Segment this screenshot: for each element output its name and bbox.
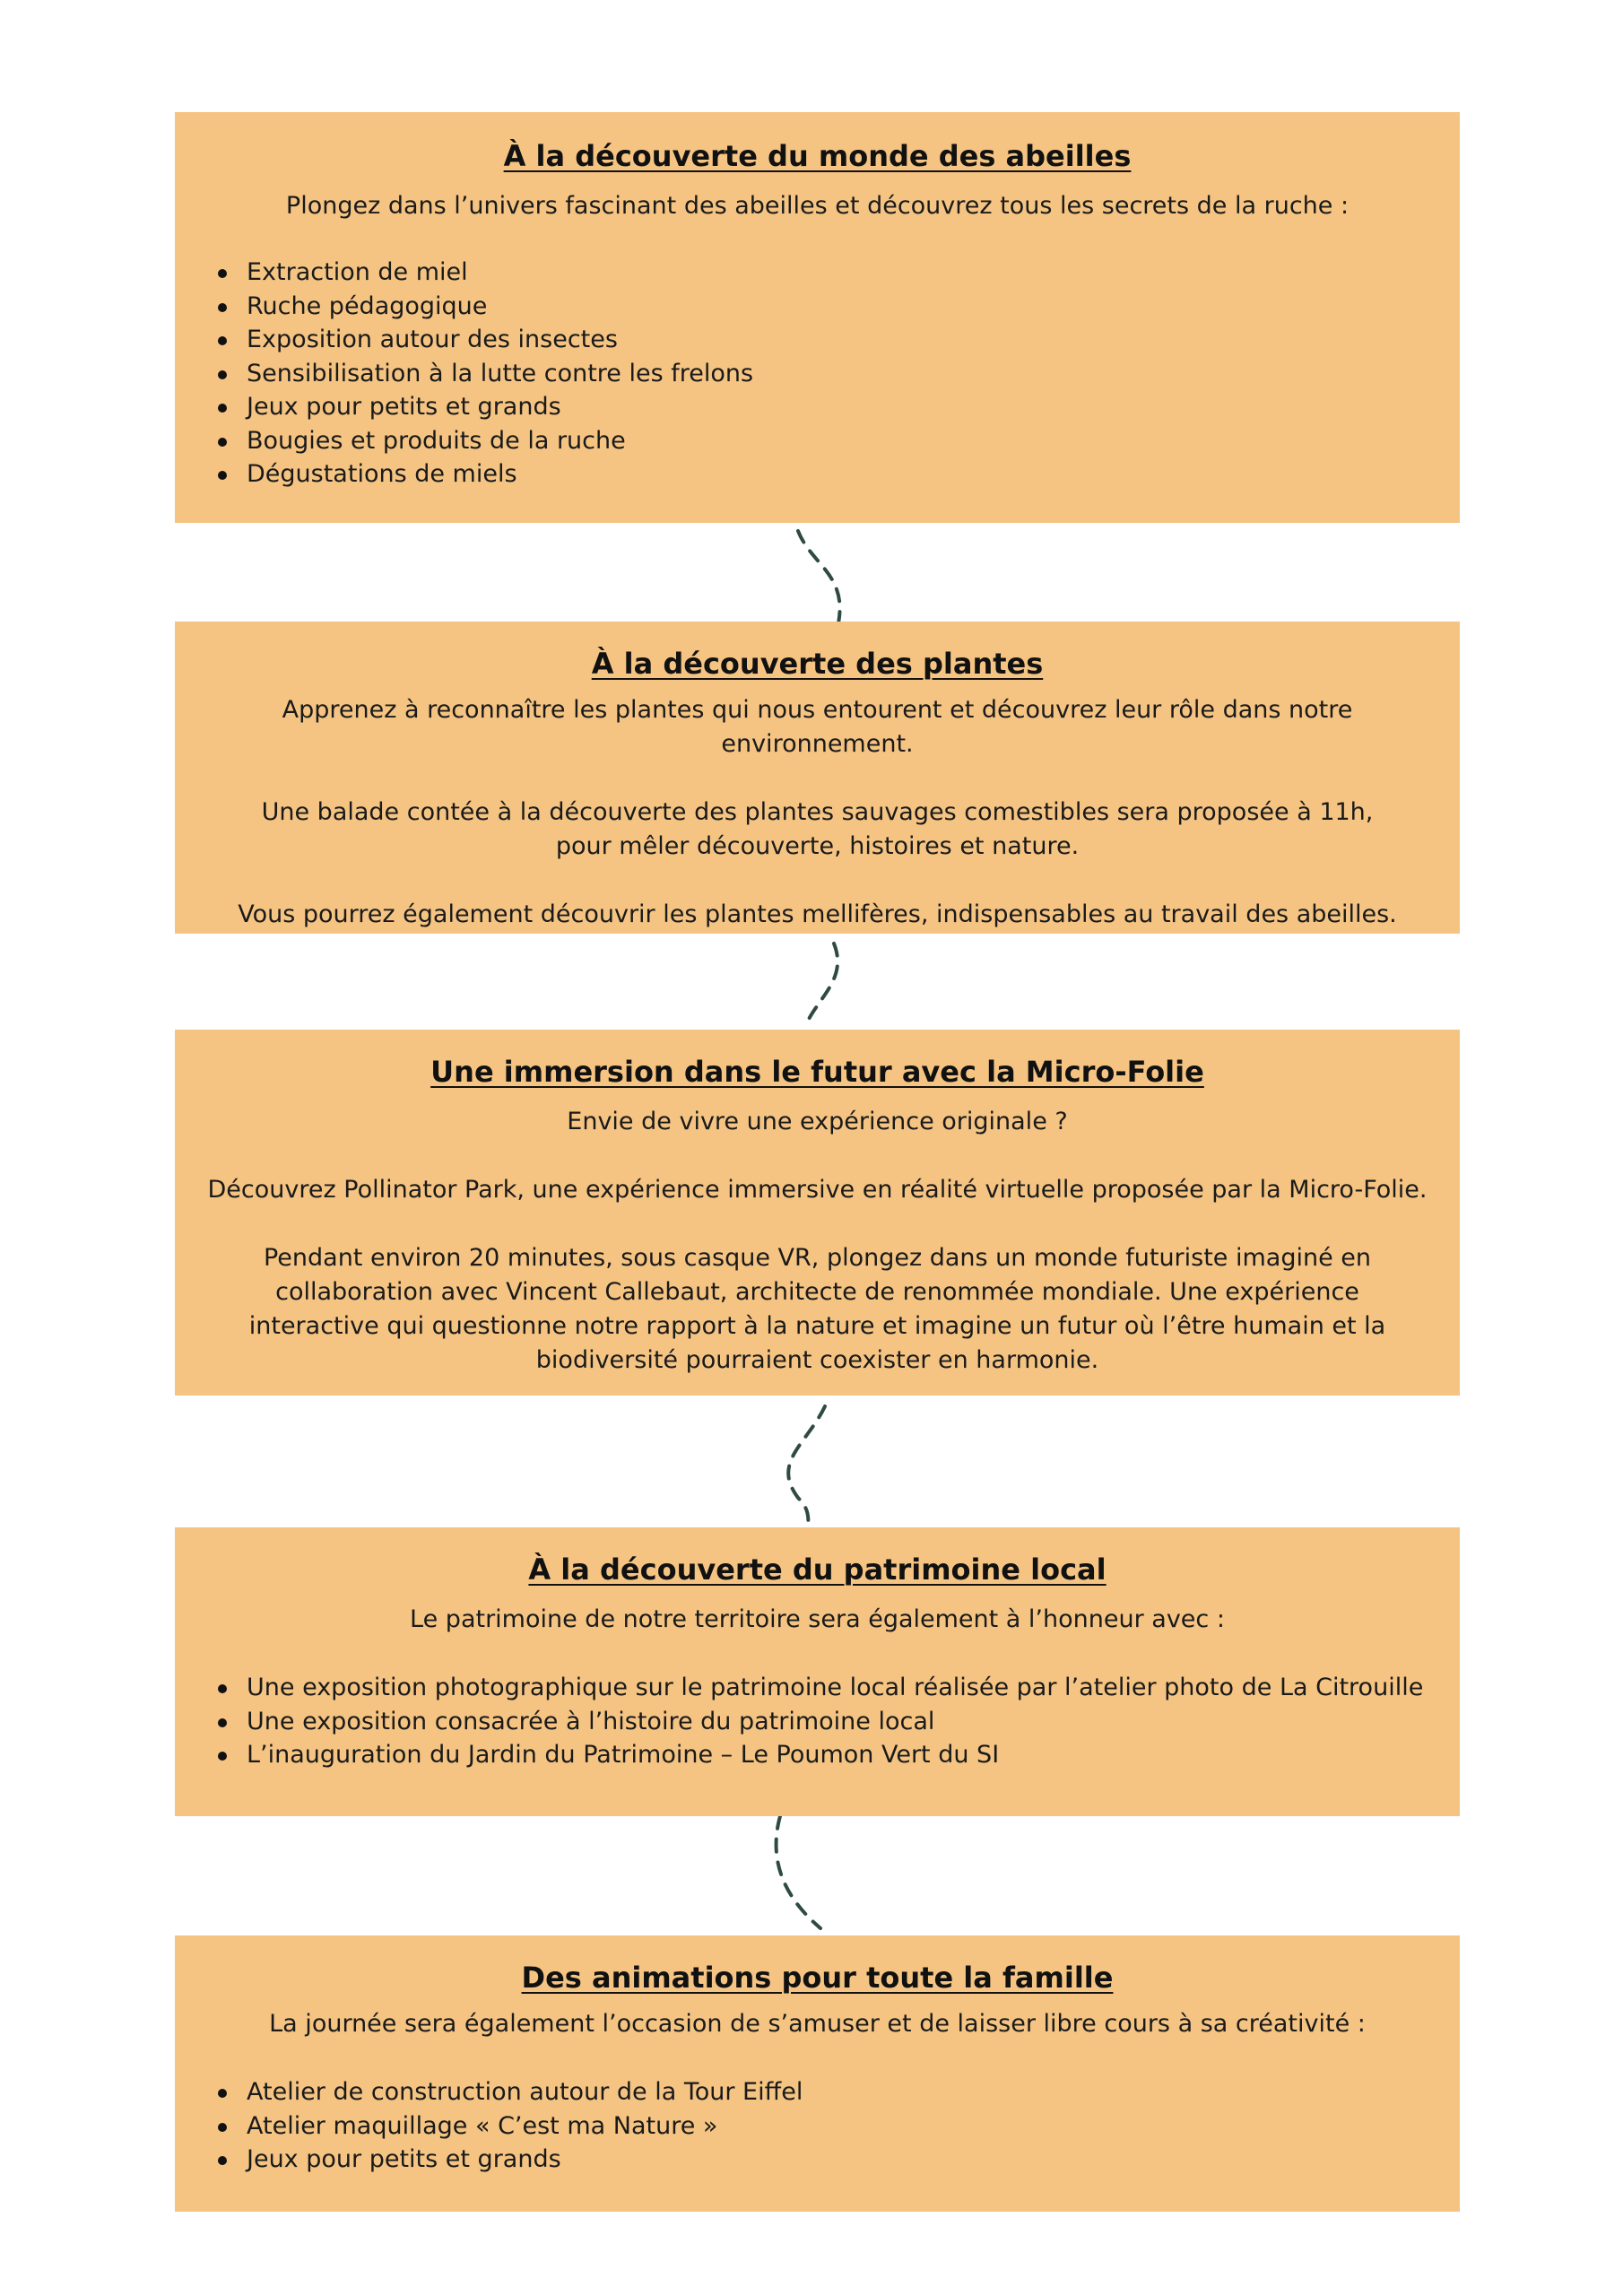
section-paragraph: Une balade contée à la découverte des plantes sauvages comestibles sera proposée à 11h, pour mêler découverte, histoires et nature. [261,798,1374,860]
list-item: Dégustations de miels [247,457,1428,491]
section-bees [175,112,1460,523]
connector-4 [777,1816,820,1928]
list-item: Une exposition consacrée à l’histoire du patrimoine local [247,1705,1428,1739]
activity-list [207,256,1428,491]
list-item: Atelier de construction autour de la Tour Eiffel [247,2075,1428,2109]
list-item: Sensibilisation à la lutte contre les frelons [247,357,1428,391]
section-heritage [175,1527,1460,1816]
section-paragraph: Apprenez à reconnaître les plantes qui nous entourent et découvrez leur rôle dans notre environnement. [282,696,1353,758]
connector-1 [798,531,840,623]
list-item: L’inauguration du Jardin du Patrimoine – Le Poumon Vert du SI [247,1738,1428,1772]
activity-list [207,1671,1428,1772]
section-title: À la découverte du monde des abeilles [503,139,1132,173]
list-item: Bougies et produits de la ruche [247,424,1428,458]
list-item: Jeux pour petits et grands [247,2143,1428,2177]
activity-list [207,2075,1428,2177]
connector-2 [807,944,838,1022]
list-item: Atelier maquillage « C’est ma Nature » [247,2109,1428,2144]
list-item: Jeux pour petits et grands [247,390,1428,424]
list-item: Exposition autour des insectes [247,323,1428,357]
section-paragraph: Vous pourrez également découvrir les plantes mellifères, indispensables au travail des abeilles. [238,900,1397,928]
list-item: Ruche pédagogique [247,290,1428,324]
section-micro-folie [175,1030,1460,1396]
section-plants [175,622,1460,934]
list-item: Extraction de miel [247,256,1428,290]
section-title: Des animations pour toute la famille [521,1961,1114,1995]
section-title: À la découverte des plantes [591,647,1044,681]
connector-3 [788,1406,825,1526]
section-paragraph: Découvrez Pollinator Park, une expérience immersive en réalité virtuelle proposée par la Micro-Folie. [207,1176,1428,1204]
section-title: Une immersion dans le futur avec la Micro-Folie [430,1055,1204,1089]
section-intro: La journée sera également l’occasion de s’amuser et de laisser libre cours à sa créativité : [269,2010,1366,2038]
section-paragraph: Envie de vivre une expérience originale ? [567,1108,1068,1135]
list-item: Une exposition photographique sur le patrimoine local réalisée par l’atelier photo de La Citrouille [247,1671,1428,1705]
section-family [175,1935,1460,2212]
section-paragraph: Pendant environ 20 minutes, sous casque VR, plongez dans un monde futuriste imaginé en collaboration avec Vincent Callebaut, architecte de renommée mondiale. Une expérience interactive qui questionne notre rapport à la nature et imagine un futur où l’être humain et la biodiversité pourraient coexister en harmonie. [248,1244,1386,1374]
section-intro: Plongez dans l’univers fascinant des abeilles et découvrez tous les secrets de la ruche : [285,192,1350,220]
section-intro: Le patrimoine de notre territoire sera également à l’honneur avec : [410,1605,1225,1633]
section-title: À la découverte du patrimoine local [528,1552,1107,1587]
